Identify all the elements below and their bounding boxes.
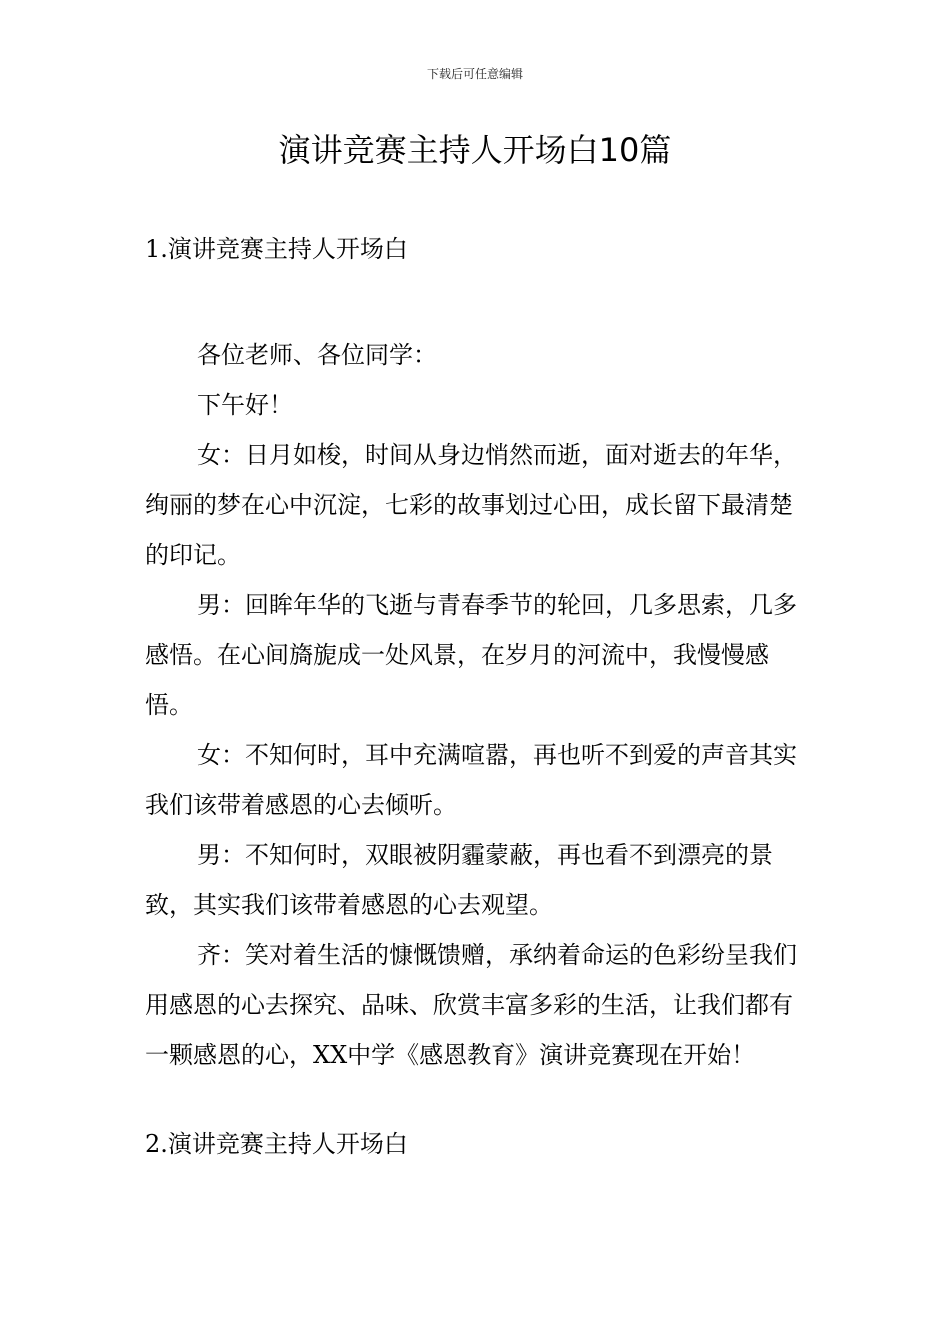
section-heading-1: 1.演讲竞赛主持人开场白 [145, 235, 408, 263]
document-title: 演讲竞赛主持人开场白10篇 [278, 131, 672, 169]
paragraph: 各位老师、各位同学： [197, 341, 437, 369]
paragraph: 男：回眸年华的飞逝与青春季节的轮回，几多思索，几多感悟。在心间旖旎成一处风景，在岁月的河流中，我慢慢感悟。 [145, 591, 797, 719]
section-heading-2: 2.演讲竞赛主持人开场白 [145, 1130, 408, 1158]
paragraph: 下午好！ [197, 391, 293, 419]
header-note: 下载后可任意编辑 [426, 67, 523, 81]
paragraph: 男：不知何时，双眼被阴霾蒙蔽，再也看不到漂亮的景致，其实我们该带着感恩的心去观望。 [145, 841, 773, 919]
paragraph: 女：不知何时，耳中充满喧嚣，再也听不到爱的声音其实我们该带着感恩的心去倾听。 [145, 741, 797, 819]
paragraph: 女：日月如梭，时间从身边悄然而逝，面对逝去的年华，绚丽的梦在心中沉淀，七彩的故事划过心田，成长留下最清楚的印记。 [145, 441, 797, 569]
section-1-body [145, 330, 810, 1080]
paragraph: 齐：笑对着生活的慷慨馈赠，承纳着命运的色彩纷呈我们用感恩的心去探究、品味、欣赏丰富多彩的生活，让我们都有一颗感恩的心，XX中学《感恩教育》演讲竞赛现在开始！ [145, 941, 797, 1069]
